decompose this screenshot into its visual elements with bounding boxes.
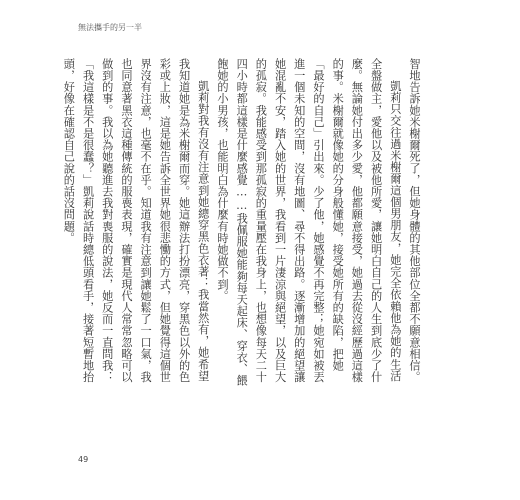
paragraph: 智地告訴她米榭爾死了，但她身體的其他部位全都不願意相信。 (408, 58, 421, 383)
page-number: 49 (78, 455, 89, 464)
paragraph: 凱莉對我有沒有注意到她總穿黑色衣著：我當然有，她希望我知道她是為米榭爾而穿。她這辦法打扮漂亮，穿黑色以外的色彩或上妝，這是她告訴全世界她很悲慟的方式，但她覺得這個世界沒有注意，也毫不在乎。知道我有注意到讓她鬆了一口氣，我也同意著黑衣這種傳統的服喪表現，確實是現代人常常忽略可以做到的事。我以為她聽進去我對喪服的說法，她反而一直問我：「我這樣是不是很蠢？」凱莉說話時總低頭看手，接著短暫地抬頭，好像在確認自己說的話沒問題。 (62, 58, 210, 383)
running-header: 無法攜手的另一半 (78, 23, 142, 32)
body-text (59, 58, 424, 388)
paragraph: 凱莉只交往過米榭爾這個男朋友，她完全依賴他為她的生活全盤做主，愛他以及被他所愛，讓她明白自己的人生到底少了什麼。無論她付出多少愛，他都願意接受，她過去從沒經歷過這樣的事。米榭爾就像她的分身般懂她，接受她所有的缺陷，把她「最好的自己」引出來。少了他，她感覺不再完整；她宛如被丟進一個未知的空間，沒有地圖、尋不得出路。逐漸增加的絕望讓她混亂不安，踏入她的世界，我看到一片淒涼與絕望，以及巨大的孤寂。我能感受到那孤寂的重量壓在我身上，也想像每天二十四小時都這樣是什麼感覺……我佩服她能夠每天起床、穿衣、餵飽她的小男孩，也能明白為什麼有時她做不到。 (215, 58, 402, 387)
